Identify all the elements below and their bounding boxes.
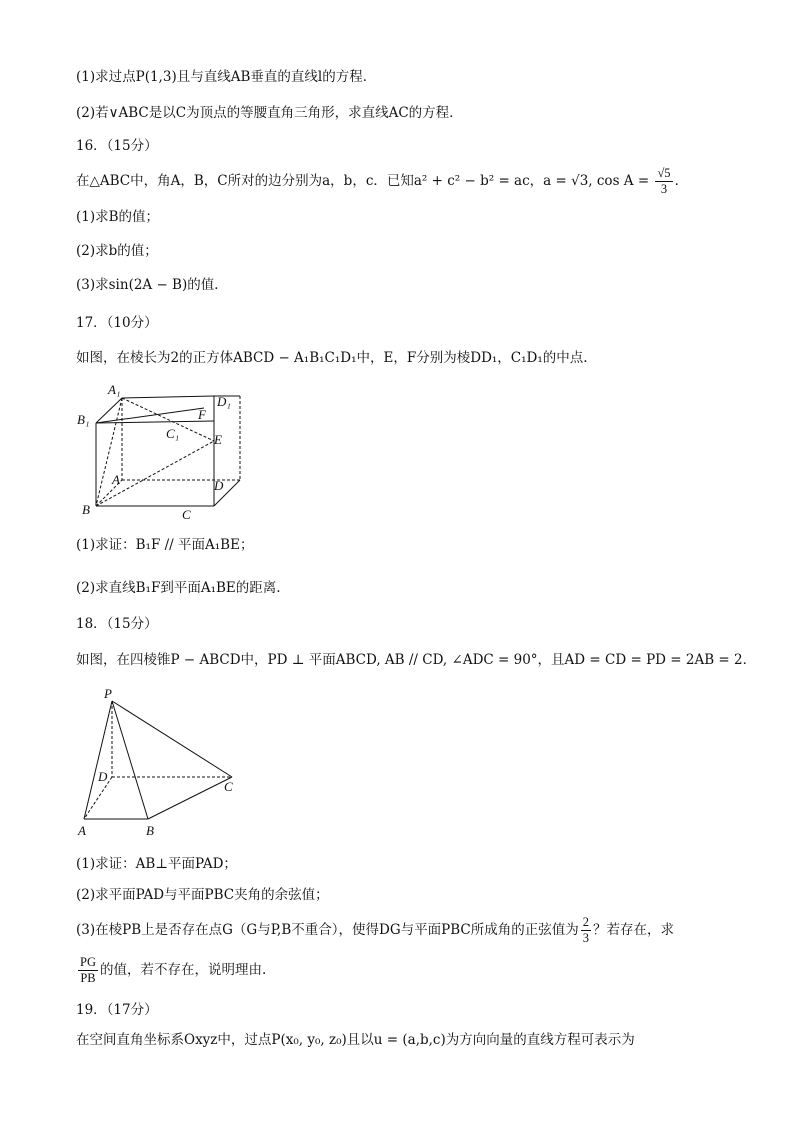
q16-stem [76, 163, 688, 199]
q19-stem: 在空间直角坐标系Oxyz中，过点P(x₀, y₀, z₀)且以u = (a,b,c)为方向向量的直线方程可表示为 [76, 1032, 635, 1048]
q18-part3-line1 [76, 914, 674, 946]
q16-part3: (3)求sin(2A − B)的值． [76, 277, 228, 293]
seg-A1B [96, 398, 122, 506]
q18-stem: 如图，在四棱锥P − ABCD中，PD ⊥ 平面ABCD, AB // CD, ∠ADC = 90°，且AD = CD = PD = 2AB = 2． [76, 652, 757, 668]
q16-part1: (1)求B的值； [76, 209, 160, 225]
label-A: A [78, 823, 86, 838]
label-B: B [82, 502, 90, 517]
q18-frac-den: 3 [582, 931, 589, 945]
label-C1: C₁ [166, 426, 180, 441]
q17-heading: 17．（10分） [76, 315, 158, 331]
label-C: C [224, 779, 233, 794]
q16-frac-num: √5 [657, 166, 671, 180]
q17-part1: (1)求证：B₁F // 平面A₁BE； [76, 537, 254, 553]
label-D: D [98, 769, 108, 784]
q16-stem-text: 在△ABC中，角A，B，C所对的边分别为a，b，c．已知a² + c² − b² = ac，a = √3, cos A = [76, 173, 654, 189]
q18-part3-text-c: 的值，若不存在，说明理由. [99, 962, 267, 978]
q16-stem-end: ． [674, 173, 689, 189]
label-C: C [182, 507, 191, 522]
seg-B1F [96, 408, 204, 423]
q16-heading: 16．（15分） [76, 138, 158, 154]
q19-heading: 19．（17分） [76, 1002, 158, 1018]
q15-part2: (2)若∨ABC是以C为顶点的等腰直角三角形，求直线AC的方程． [76, 105, 463, 121]
cube-figure [74, 380, 244, 522]
edge-PC [112, 701, 232, 777]
edge-B1A1 [96, 398, 122, 423]
edge-PA [84, 701, 112, 819]
q18-ratio-den: PB [80, 971, 96, 985]
q16-frac-den: 3 [660, 182, 668, 196]
label-D: D [214, 478, 224, 493]
q17-stem: 如图，在棱长为2的正方体ABCD − A₁B₁C₁D₁中，E，F分别为棱DD₁，C₁D₁的中点. [76, 350, 588, 366]
label-D1: D₁ [217, 394, 231, 409]
q17-part2: (2)求直线B₁F到平面A₁BE的距离. [76, 580, 281, 596]
edge-B1C1 [96, 421, 214, 423]
q15-part1: (1)求过点P(1,3)且与直线AB垂直的直线l的方程． [76, 69, 377, 85]
q18-heading: 18．（15分） [76, 616, 158, 632]
label-A1: A₁ [108, 382, 121, 397]
q18-part1: (1)求证：AB⊥平面PAD； [76, 856, 237, 872]
q18-part3-line2 [76, 953, 266, 987]
q18-ratio-fraction [78, 955, 98, 986]
q18-part3-text-b: ？若存在，求 [592, 922, 674, 938]
q18-frac-num: 2 [582, 915, 589, 929]
label-B1: B₁ [77, 412, 90, 427]
label-A: A [112, 472, 120, 487]
label-B: B [146, 823, 154, 838]
edge-PB [112, 701, 148, 819]
q18-sine-fraction [581, 915, 591, 946]
label-P: P [104, 686, 112, 701]
pyramid-figure [72, 685, 244, 840]
label-F: F [198, 407, 206, 422]
label-E: E [214, 432, 222, 447]
q16-cos-fraction [655, 166, 672, 197]
edge-A1D1 [122, 396, 214, 398]
q18-part3-text-a: (3)在棱PB上是否存在点G（G与P,B不重合），使得DG与平面PBC所成角的正弦值为 [76, 922, 579, 938]
q18-ratio-num: PG [80, 955, 96, 969]
q18-part2: (2)求平面PAD与平面PBC夹角的余弦值； [76, 887, 329, 903]
edge-BC [148, 777, 232, 819]
q16-part2: (2)求b的值； [76, 243, 158, 259]
